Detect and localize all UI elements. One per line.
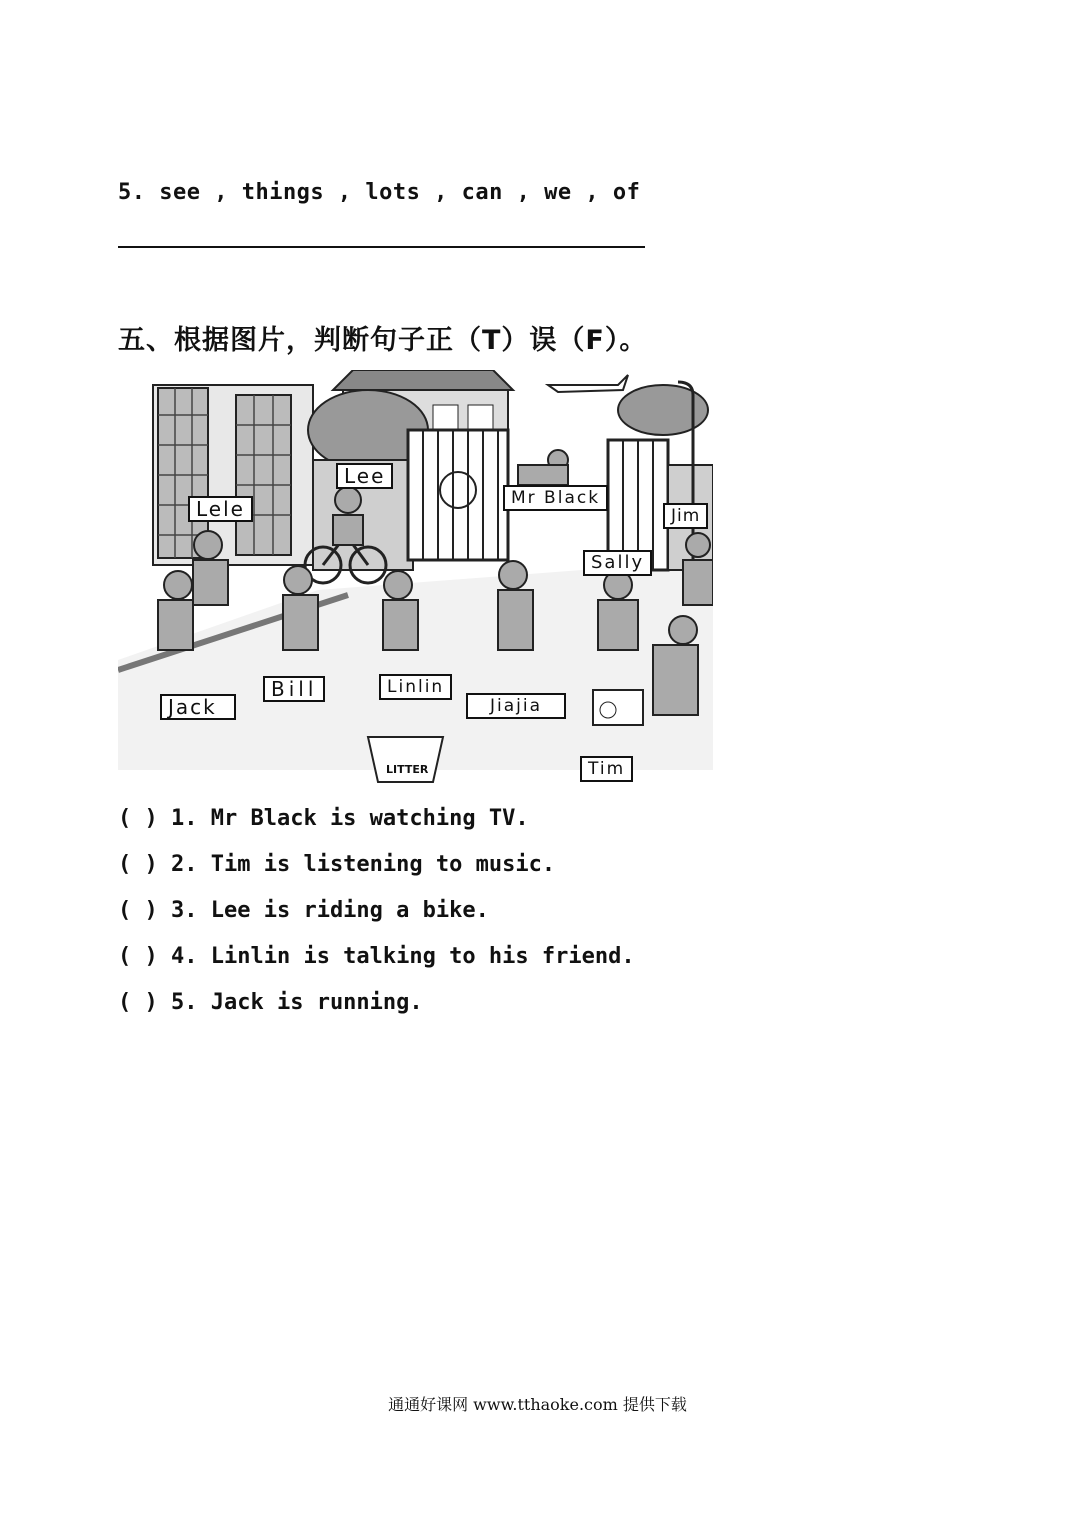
statement-text: 5. Jack is running. (171, 990, 423, 1015)
footer-credit: 通通好课网 www.tthaoke.com 提供下载 (388, 1395, 687, 1414)
label-sally: Sally (583, 550, 652, 576)
answer-line[interactable] (118, 246, 645, 248)
section-title: 五、根据图片，判断句子正（T）误（F）。 (118, 325, 648, 356)
statement-2 (118, 852, 635, 898)
statement-5 (118, 990, 635, 1036)
label-lee: Lee (336, 463, 393, 489)
statement-1 (118, 806, 635, 852)
statement-text: 1. Mr Black is watching TV. (171, 806, 529, 831)
label-lele: Lele (188, 496, 253, 522)
label-tim: Tim (580, 756, 633, 782)
answer-blank[interactable]: ( ) (118, 852, 158, 877)
scene-illustration (118, 370, 713, 790)
statement-3 (118, 898, 635, 944)
statement-text: 2. Tim is listening to music. (171, 852, 556, 877)
statement-text: 4. Linlin is talking to his friend. (171, 944, 635, 969)
statement-4 (118, 944, 635, 990)
answer-blank[interactable]: ( ) (118, 806, 158, 831)
label-linlin: Linlin (379, 674, 452, 700)
statement-text: 3. Lee is riding a bike. (171, 898, 489, 923)
true-false-list (118, 806, 635, 1036)
litter-bin-text: LITTER (386, 763, 429, 776)
question-5-words: 5. see , things , lots , can , we , of (118, 180, 641, 205)
label-jiajia: Jiajia (466, 693, 566, 719)
label-jack: Jack (160, 694, 236, 720)
answer-blank[interactable]: ( ) (118, 898, 158, 923)
picture-scene (118, 370, 713, 790)
label-mr-black: Mr Black (503, 485, 608, 511)
label-bill: Bill (263, 676, 325, 702)
label-jim: Jim (663, 503, 708, 529)
answer-blank[interactable]: ( ) (118, 990, 158, 1015)
answer-blank[interactable]: ( ) (118, 944, 158, 969)
